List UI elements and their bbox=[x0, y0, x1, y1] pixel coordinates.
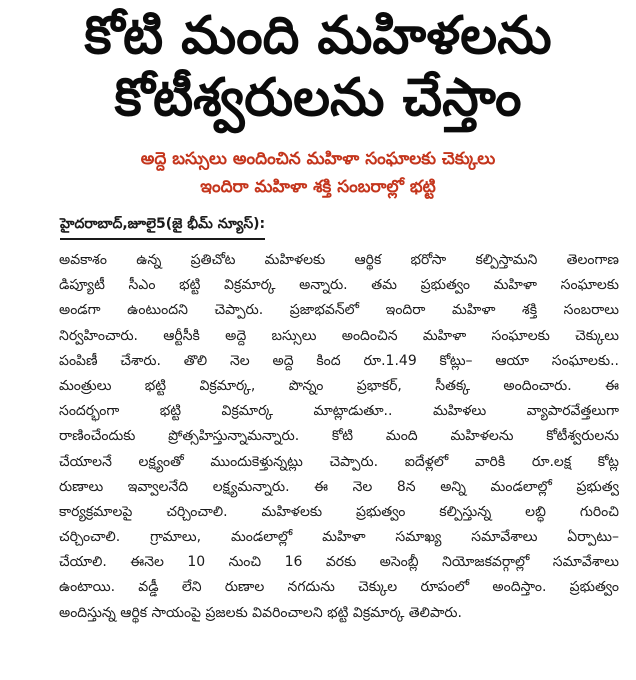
body-line: నిర్వహించారు. ఆర్టీసీకి అద్దె బస్సులు అందించిన మహిళా సంఘాలకు చెక్కులు bbox=[59, 327, 619, 344]
body-line: పంపిణీ చేశారు. తొలి నెల అద్దె కింద రూ.1.49 కోట్లు– ఆయా సంఘాలకు.. bbox=[59, 352, 619, 369]
headline-line-2: కోటీశ్వరులను చేస్తాం bbox=[114, 68, 522, 128]
body-line: చేయాలి. ఈనెల 10 నుంచి 16 వరకు అసెంబ్లీ నియోజకవర్గాల్లో సమావేశాలు bbox=[59, 554, 619, 571]
body-line: సందర్భంగా భట్టి విక్రమార్క మాట్లాడుతూ.. మహిళలు వ్యాపారవేత్తలుగా bbox=[59, 403, 619, 420]
article-body bbox=[59, 248, 619, 626]
body-line: చేయాలనే లక్ష్యంతో ముందుకెళ్తున్నట్లు చెప్పారు. ఐదేళ్లలో వారికి రూ.లక్ష కోట్ల bbox=[59, 453, 619, 470]
body-line: రుణాలు ఇవ్వాలనేది లక్ష్యమన్నారు. ఈ నెల 8న అన్ని మండలాల్లో ప్రభుత్వ bbox=[59, 478, 619, 495]
body-line: అండగా ఉంటుందని చెప్పారు. ప్రజాభవన్‌లో ఇందిరా మహిళా శక్తి సంబరాలు bbox=[59, 302, 619, 319]
subheadline-line-2: ఇందిరా మహిళా శక్తి సంబరాల్లో భట్టి bbox=[200, 177, 436, 197]
body-line: రాణించేందుకు ప్రోత్సహిస్తున్నామన్నారు. కోటి మంది మహిళలను కోటీశ్వరులను bbox=[59, 428, 619, 445]
body-line: ఉంటాయి. వడ్డీ లేని రుణాల నగదును చెక్కుల రూపంలో అందిస్తాం. ప్రభుత్వం bbox=[59, 579, 619, 596]
body-line: అవకాశం ఉన్న ప్రతిచోట మహిళలకు ఆర్థిక భరోసా కల్పిస్తామని తెలంగాణ bbox=[59, 252, 619, 268]
body-line: మంత్రులు భట్టి విక్రమార్క, పొన్నం ప్రభాకర్, సీతక్క అందించారు. ఈ bbox=[59, 377, 619, 394]
dateline: హైదరాబాద్,జూలై5(జై భీమ్ న్యూస్): bbox=[60, 213, 265, 240]
body-line: అందిస్తున్న ఆర్థిక సాయంపై ప్రజలకు వివరించాలని భట్టి విక్రమార్క తెలిపారు. bbox=[59, 604, 462, 621]
body-line: చర్చించాలి. గ్రామాలు, మండలాల్లో మహిళా సమాఖ్య సమావేశాలు ఏర్పాటు– bbox=[59, 529, 619, 546]
subheadline-line-1: అద్దె బస్సులు అందించిన మహిళా సంఘాలకు చెక్కులు bbox=[140, 149, 496, 169]
headline-line-1: కోటి మంది మహిళలను bbox=[84, 6, 552, 66]
body-line: డిప్యూటీ సీఎం భట్టి విక్రమార్క అన్నారు. తమ ప్రభుత్వం మహిళా సంఘాలకు bbox=[59, 277, 619, 294]
body-line: కార్యక్రమాలపై చర్చించాలి. మహిళలకు ప్రభుత్వం కల్పిస్తున్న లబ్ధి గురించి bbox=[59, 503, 619, 520]
